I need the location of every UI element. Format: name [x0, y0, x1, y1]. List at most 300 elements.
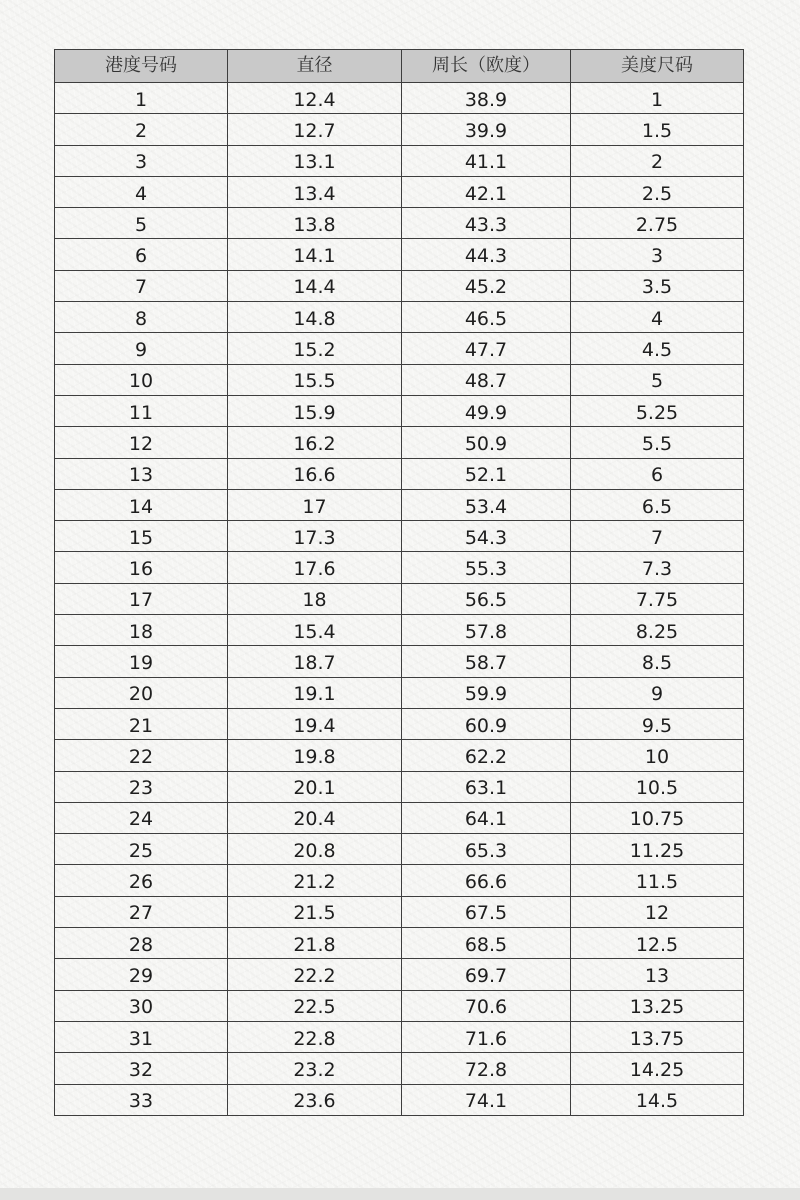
cell-value: 11: [128, 401, 154, 424]
cell-value: 17.3: [293, 526, 336, 549]
cell-diameter: [228, 865, 402, 896]
cell-value: 67.5: [464, 902, 508, 925]
cell-value: 4: [650, 307, 664, 330]
cell-circumference-eu: [402, 583, 571, 614]
table-row: [55, 395, 744, 426]
bottom-band: [0, 1188, 800, 1200]
cell-us-size: [571, 364, 744, 395]
cell-circumference-eu: [402, 708, 571, 739]
cell-value: 9: [134, 339, 148, 362]
cell-value: 16.2: [293, 432, 336, 455]
cell-diameter: [228, 1084, 402, 1115]
cell-value: 9.5: [641, 714, 673, 737]
table-row: [55, 1053, 744, 1084]
cell-hk-size: [55, 959, 228, 990]
cell-hk-size: [55, 239, 228, 270]
cell-hk-size: [55, 990, 228, 1021]
cell-value: 70.6: [464, 996, 508, 1019]
cell-value: 62.2: [464, 745, 508, 768]
cell-diameter: [228, 239, 402, 270]
cell-value: 59.9: [464, 683, 508, 706]
cell-value: 6: [650, 464, 664, 487]
cell-circumference-eu: [402, 521, 571, 552]
table-row: [55, 145, 744, 176]
cell-value: 42.1: [464, 182, 508, 205]
cell-value: 58.7: [464, 651, 508, 674]
cell-us-size: [571, 865, 744, 896]
cell-value: 12.5: [635, 933, 679, 956]
cell-value: 74.1: [464, 1090, 508, 1113]
cell-value: 12: [644, 902, 670, 925]
table-row: [55, 834, 744, 865]
cell-value: 33: [128, 1090, 154, 1113]
cell-circumference-eu: [402, 489, 571, 520]
cell-value: 16.6: [293, 464, 336, 487]
cell-diameter: [228, 489, 402, 520]
cell-diameter: [228, 583, 402, 614]
cell-value: 65.3: [464, 839, 508, 862]
cell-value: 52.1: [464, 464, 508, 487]
cell-value: 15.9: [293, 401, 336, 424]
cell-us-size: [571, 646, 744, 677]
cell-value: 20.4: [293, 808, 336, 831]
cell-hk-size: [55, 114, 228, 145]
table-row: [55, 1084, 744, 1115]
cell-circumference-eu: [402, 1021, 571, 1052]
cell-value: 13: [128, 464, 154, 487]
cell-diameter: [228, 364, 402, 395]
cell-value: 15.5: [293, 370, 336, 393]
cell-value: 22.8: [293, 1027, 336, 1050]
cell-value: 28: [128, 933, 154, 956]
cell-hk-size: [55, 489, 228, 520]
cell-us-size: [571, 489, 744, 520]
cell-value: 18: [128, 620, 154, 643]
cell-value: 26: [128, 871, 154, 894]
cell-hk-size: [55, 615, 228, 646]
cell-us-size: [571, 270, 744, 301]
cell-value: 21.8: [293, 933, 336, 956]
table-row: [55, 114, 744, 145]
cell-hk-size: [55, 677, 228, 708]
cell-us-size: [571, 990, 744, 1021]
cell-us-size: [571, 83, 744, 114]
cell-value: 21: [128, 714, 154, 737]
cell-value: 19.8: [293, 745, 336, 768]
table-row: [55, 208, 744, 239]
cell-value: 3: [134, 151, 148, 174]
cell-diameter: [228, 740, 402, 771]
cell-value: 2.5: [641, 182, 673, 205]
cell-value: 15.2: [293, 339, 336, 362]
cell-value: 31: [128, 1027, 154, 1050]
table-row: [55, 239, 744, 270]
cell-diameter: [228, 928, 402, 959]
table-row: [55, 427, 744, 458]
cell-hk-size: [55, 302, 228, 333]
cell-value: 46.5: [464, 307, 508, 330]
cell-value: 7.75: [635, 589, 679, 612]
cell-value: 19.1: [293, 683, 336, 706]
cell-hk-size: [55, 834, 228, 865]
cell-hk-size: [55, 333, 228, 364]
cell-value: 12.4: [293, 88, 336, 111]
header-us-size: 美度尺码: [571, 50, 744, 83]
cell-value: 14.8: [293, 307, 336, 330]
cell-hk-size: [55, 83, 228, 114]
cell-value: 5: [134, 213, 148, 236]
cell-hk-size: [55, 896, 228, 927]
cell-value: 23.6: [293, 1090, 336, 1113]
cell-value: 32: [128, 1058, 154, 1081]
cell-value: 69.7: [464, 964, 508, 987]
cell-value: 22: [128, 745, 154, 768]
table-row: [55, 708, 744, 739]
cell-value: 10.5: [635, 777, 679, 800]
cell-hk-size: [55, 771, 228, 802]
table-row: [55, 489, 744, 520]
cell-circumference-eu: [402, 270, 571, 301]
cell-us-size: [571, 427, 744, 458]
cell-circumference-eu: [402, 771, 571, 802]
cell-circumference-eu: [402, 145, 571, 176]
cell-value: 12.7: [293, 119, 336, 142]
cell-value: 29: [128, 964, 154, 987]
cell-value: 9: [650, 683, 664, 706]
cell-value: 13.4: [293, 182, 336, 205]
table-row: [55, 896, 744, 927]
cell-hk-size: [55, 270, 228, 301]
header-diameter: 直径: [228, 50, 402, 83]
cell-diameter: [228, 771, 402, 802]
table-row: [55, 521, 744, 552]
cell-value: 1: [650, 88, 664, 111]
cell-diameter: [228, 615, 402, 646]
cell-hk-size: [55, 521, 228, 552]
table-row: [55, 83, 744, 114]
cell-value: 22.5: [293, 996, 336, 1019]
cell-value: 22.2: [293, 964, 336, 987]
cell-value: 45.2: [464, 276, 508, 299]
cell-diameter: [228, 395, 402, 426]
cell-diameter: [228, 114, 402, 145]
table-row: [55, 176, 744, 207]
cell-hk-size: [55, 865, 228, 896]
cell-value: 39.9: [464, 119, 508, 142]
cell-circumference-eu: [402, 928, 571, 959]
cell-value: 5.5: [641, 432, 673, 455]
cell-value: 15.4: [293, 620, 336, 643]
cell-value: 8: [134, 307, 148, 330]
table-row: [55, 302, 744, 333]
cell-value: 2: [134, 119, 148, 142]
cell-value: 14.1: [293, 245, 336, 268]
cell-diameter: [228, 208, 402, 239]
cell-value: 53.4: [464, 495, 508, 518]
cell-us-size: [571, 583, 744, 614]
cell-circumference-eu: [402, 865, 571, 896]
cell-value: 13.1: [293, 151, 336, 174]
cell-value: 10: [644, 745, 670, 768]
cell-diameter: [228, 896, 402, 927]
cell-diameter: [228, 458, 402, 489]
cell-value: 48.7: [464, 370, 508, 393]
cell-value: 10: [128, 370, 154, 393]
table-row: [55, 646, 744, 677]
cell-us-size: [571, 615, 744, 646]
cell-hk-size: [55, 427, 228, 458]
cell-value: 13: [644, 964, 670, 987]
cell-value: 17: [128, 589, 154, 612]
cell-value: 72.8: [464, 1058, 508, 1081]
cell-circumference-eu: [402, 114, 571, 145]
cell-us-size: [571, 896, 744, 927]
cell-diameter: [228, 302, 402, 333]
cell-value: 13.25: [629, 996, 685, 1019]
table-row: [55, 583, 744, 614]
cell-circumference-eu: [402, 990, 571, 1021]
cell-diameter: [228, 521, 402, 552]
cell-value: 23.2: [293, 1058, 336, 1081]
cell-diameter: [228, 333, 402, 364]
cell-us-size: [571, 771, 744, 802]
cell-value: 23: [128, 777, 154, 800]
cell-diameter: [228, 176, 402, 207]
cell-value: 1: [134, 88, 148, 111]
cell-diameter: [228, 145, 402, 176]
cell-value: 19: [128, 651, 154, 674]
cell-value: 5.25: [635, 401, 679, 424]
cell-value: 14: [128, 495, 154, 518]
cell-value: 43.3: [464, 213, 508, 236]
cell-value: 13.8: [293, 213, 336, 236]
cell-us-size: [571, 1053, 744, 1084]
cell-value: 2.75: [635, 213, 679, 236]
cell-circumference-eu: [402, 959, 571, 990]
cell-us-size: [571, 114, 744, 145]
cell-value: 8.25: [635, 620, 679, 643]
cell-diameter: [228, 427, 402, 458]
table-row: [55, 458, 744, 489]
cell-hk-size: [55, 458, 228, 489]
cell-us-size: [571, 677, 744, 708]
cell-value: 17: [302, 495, 327, 518]
cell-hk-size: [55, 176, 228, 207]
cell-us-size: [571, 708, 744, 739]
cell-us-size: [571, 928, 744, 959]
cell-value: 38.9: [464, 88, 508, 111]
cell-us-size: [571, 959, 744, 990]
cell-value: 21.5: [293, 902, 336, 925]
cell-diameter: [228, 959, 402, 990]
table-row: [55, 552, 744, 583]
cell-circumference-eu: [402, 427, 571, 458]
table-row: [55, 928, 744, 959]
cell-value: 20: [128, 683, 154, 706]
cell-value: 17.6: [293, 558, 336, 581]
cell-diameter: [228, 83, 402, 114]
cell-us-size: [571, 395, 744, 426]
table-row: [55, 802, 744, 833]
cell-value: 19.4: [293, 714, 336, 737]
cell-us-size: [571, 1084, 744, 1115]
cell-value: 15: [128, 526, 154, 549]
cell-value: 27: [128, 902, 154, 925]
cell-circumference-eu: [402, 740, 571, 771]
cell-diameter: [228, 677, 402, 708]
cell-value: 8.5: [641, 651, 673, 674]
table-row: [55, 865, 744, 896]
cell-circumference-eu: [402, 834, 571, 865]
cell-value: 5: [650, 370, 664, 393]
cell-value: 55.3: [464, 558, 508, 581]
cell-value: 60.9: [464, 714, 508, 737]
cell-hk-size: [55, 395, 228, 426]
table-body: [55, 83, 744, 1116]
cell-hk-size: [55, 708, 228, 739]
cell-value: 14.25: [629, 1058, 685, 1081]
cell-hk-size: [55, 208, 228, 239]
cell-value: 6: [134, 245, 148, 268]
table-row: [55, 677, 744, 708]
cell-value: 68.5: [464, 933, 508, 956]
cell-value: 2: [650, 151, 664, 174]
cell-us-size: [571, 208, 744, 239]
cell-hk-size: [55, 802, 228, 833]
cell-value: 57.8: [464, 620, 508, 643]
ring-size-table: [54, 49, 744, 1116]
cell-us-size: [571, 458, 744, 489]
cell-circumference-eu: [402, 208, 571, 239]
cell-value: 20.1: [293, 777, 336, 800]
cell-value: 18: [302, 589, 327, 612]
cell-us-size: [571, 176, 744, 207]
cell-diameter: [228, 834, 402, 865]
cell-circumference-eu: [402, 1084, 571, 1115]
cell-value: 41.1: [464, 151, 508, 174]
cell-value: 44.3: [464, 245, 508, 268]
cell-circumference-eu: [402, 364, 571, 395]
cell-us-size: [571, 1021, 744, 1052]
cell-value: 71.6: [464, 1027, 508, 1050]
cell-value: 54.3: [464, 526, 508, 549]
cell-diameter: [228, 708, 402, 739]
cell-us-size: [571, 333, 744, 364]
cell-hk-size: [55, 364, 228, 395]
table-row: [55, 333, 744, 364]
cell-diameter: [228, 802, 402, 833]
cell-value: 50.9: [464, 432, 508, 455]
cell-circumference-eu: [402, 239, 571, 270]
cell-hk-size: [55, 1053, 228, 1084]
cell-value: 20.8: [293, 839, 336, 862]
cell-value: 30: [128, 996, 154, 1019]
header-hk-size: 港度号码: [55, 50, 228, 83]
cell-diameter: [228, 552, 402, 583]
cell-hk-size: [55, 583, 228, 614]
table-row: [55, 740, 744, 771]
cell-value: 64.1: [464, 808, 508, 831]
cell-value: 6.5: [641, 495, 673, 518]
cell-circumference-eu: [402, 1053, 571, 1084]
cell-value: 21.2: [293, 871, 336, 894]
cell-us-size: [571, 239, 744, 270]
cell-hk-size: [55, 1021, 228, 1052]
cell-value: 12: [128, 432, 154, 455]
cell-circumference-eu: [402, 333, 571, 364]
cell-value: 63.1: [464, 777, 508, 800]
cell-value: 14.4: [293, 276, 336, 299]
cell-circumference-eu: [402, 552, 571, 583]
cell-hk-size: [55, 145, 228, 176]
cell-value: 4.5: [641, 339, 673, 362]
cell-us-size: [571, 145, 744, 176]
cell-circumference-eu: [402, 395, 571, 426]
cell-value: 16: [128, 558, 154, 581]
cell-value: 49.9: [464, 401, 508, 424]
cell-circumference-eu: [402, 615, 571, 646]
cell-diameter: [228, 1053, 402, 1084]
cell-value: 18.7: [293, 651, 336, 674]
cell-circumference-eu: [402, 83, 571, 114]
cell-hk-size: [55, 740, 228, 771]
cell-diameter: [228, 1021, 402, 1052]
cell-value: 7.3: [641, 558, 673, 581]
cell-value: 3: [650, 245, 664, 268]
cell-value: 11.5: [635, 871, 679, 894]
cell-circumference-eu: [402, 176, 571, 207]
cell-value: 1.5: [641, 119, 673, 142]
cell-value: 10.75: [629, 808, 685, 831]
cell-value: 4: [134, 182, 148, 205]
table-row: [55, 615, 744, 646]
cell-hk-size: [55, 928, 228, 959]
cell-value: 11.25: [629, 839, 685, 862]
table-row: [55, 771, 744, 802]
cell-diameter: [228, 990, 402, 1021]
cell-us-size: [571, 552, 744, 583]
cell-hk-size: [55, 552, 228, 583]
table-row: [55, 270, 744, 301]
cell-circumference-eu: [402, 896, 571, 927]
cell-value: 7: [650, 526, 664, 549]
cell-hk-size: [55, 1084, 228, 1115]
cell-value: 24: [128, 808, 154, 831]
cell-circumference-eu: [402, 302, 571, 333]
cell-value: 66.6: [464, 871, 508, 894]
cell-value: 56.5: [464, 589, 508, 612]
cell-circumference-eu: [402, 458, 571, 489]
table-row: [55, 364, 744, 395]
table-row: [55, 959, 744, 990]
cell-value: 47.7: [464, 339, 508, 362]
table-row: [55, 990, 744, 1021]
cell-circumference-eu: [402, 646, 571, 677]
cell-value: 3.5: [641, 276, 673, 299]
cell-diameter: [228, 270, 402, 301]
cell-us-size: [571, 302, 744, 333]
table-row: [55, 1021, 744, 1052]
cell-hk-size: [55, 646, 228, 677]
cell-value: 13.75: [629, 1027, 685, 1050]
cell-circumference-eu: [402, 677, 571, 708]
cell-value: 14.5: [635, 1090, 679, 1113]
cell-us-size: [571, 521, 744, 552]
cell-diameter: [228, 646, 402, 677]
cell-circumference-eu: [402, 802, 571, 833]
cell-value: 7: [134, 276, 148, 299]
cell-us-size: [571, 802, 744, 833]
